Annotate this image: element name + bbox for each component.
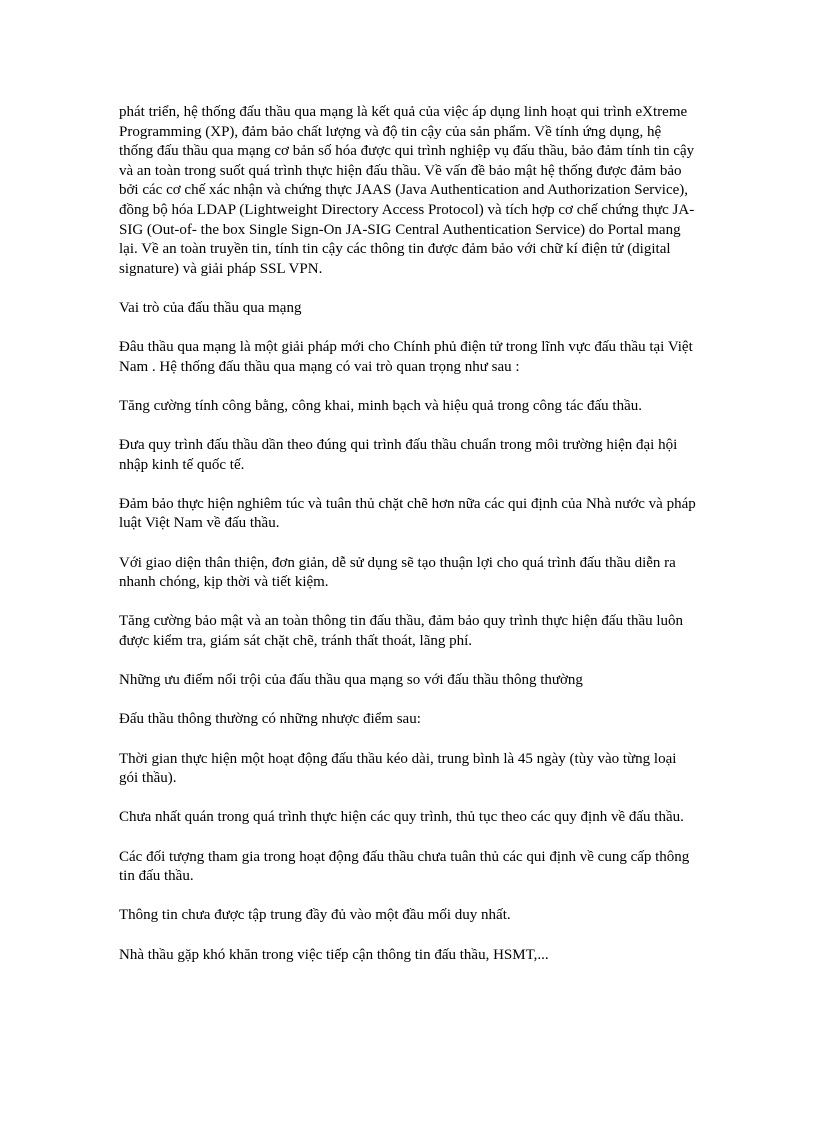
paragraph-drawback-item: Các đối tượng tham gia trong hoạt động đấu thầu chưa tuân thủ các qui định về cung cấp thông tin đấu thầu. (119, 848, 690, 885)
paragraph-role-item: Với giao diện thân thiện, đơn giản, dễ sử dụng sẽ tạo thuận lợi cho quá trình đấu thầu diễn ra nhanh chóng, kịp thời và tiết kiệm. (119, 554, 676, 591)
paragraph-role-intro: Đâu thầu qua mạng là một giải pháp mới cho Chính phủ điện tử trong lĩnh vực đấu thầu tại Việt Nam . Hệ thống đấu thầu qua mạng có vai trò quan trọng như sau : (119, 339, 693, 375)
document-page (119, 103, 697, 985)
paragraph-drawback-item: Thông tin chưa được tập trung đầy đủ vào một đầu mối duy nhất. (119, 907, 511, 924)
paragraph-drawback-item: Thời gian thực hiện một hoạt động đấu thầu kéo dài, trung bình là 45 ngày (tùy vào từng loại gói thầu). (119, 750, 677, 787)
paragraph-drawback-item: Nhà thầu gặp khó khăn trong việc tiếp cận thông tin đấu thầu, HSMT,... (119, 946, 549, 963)
paragraph-drawback-item: Chưa nhất quán trong quá trình thực hiện các quy trình, thủ tục theo các quy định về đấu thầu. (119, 809, 684, 826)
paragraph-drawbacks-intro: Đấu thầu thông thường có những nhược điểm sau: (119, 711, 421, 728)
paragraph-role-item: Tăng cường bảo mật và an toàn thông tin đấu thầu, đảm bảo quy trình thực hiện đấu thầu luôn được kiểm tra, giám sát chặt chẽ, tránh thất thoát, lãng phí. (119, 613, 684, 650)
paragraph-role-item: Tăng cường tính công bằng, công khai, minh bạch và hiệu quả trong công tác đấu thầu. (119, 397, 643, 414)
paragraph-intro: phát triển, hệ thống đấu thầu qua mạng là kết quả của việc áp dụng linh hoạt qui trình eXtreme Programming (XP), đảm bảo chất lượng và độ tin cậy của sản phẩm. Về tính ứng dụng, hệ thống đấu thầu qua mạng cơ bản số hóa được qui trình nghiệp vụ đấu thầu, bảo đảm tính tin cậy và an toàn trong suốt quá trình thực hiện đấu thầu. Về vấn đề bảo mật hệ thống được đảm bảo bởi các cơ chế xác nhận và chứng thực JAAS (Java Authentication and Authorization Service), đồng bộ hóa LDAP (Lightweight Directory Access Protocol) và tích hợp cơ chế chứng thực JA-SIG (Out-of- the box Single Sign-On JA-SIG Central Authentication Service) do Portal mang lại. Về an toàn truyền tin, tính tin cậy các thông tin được đảm bảo với chữ kí điện tử (digital signature) và giải pháp SSL VPN. (119, 104, 695, 277)
section-heading-role: Vai trò của đấu thầu qua mạng (119, 299, 302, 316)
paragraph-role-item: Đưa quy trình đấu thầu dần theo đúng qui trình đấu thầu chuẩn trong môi trường hiện đại hội nhập kinh tế quốc tế. (119, 437, 678, 473)
section-heading-advantages: Những ưu điểm nổi trội của đấu thầu qua mạng so với đấu thầu thông thường (119, 672, 583, 689)
paragraph-role-item: Đảm bảo thực hiện nghiêm túc và tuân thủ chặt chẽ hơn nữa các qui định của Nhà nước và pháp luật Việt Nam về đấu thầu. (119, 495, 696, 532)
